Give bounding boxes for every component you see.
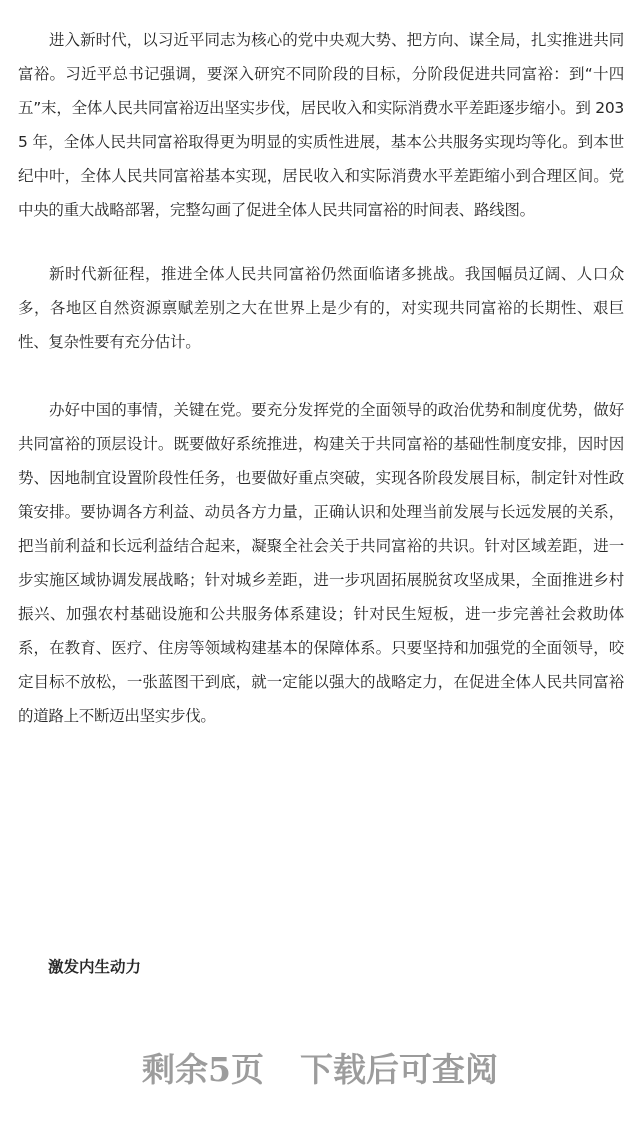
download-to-read-label[interactable]: 下载后可查阅 <box>299 1050 498 1089</box>
section-heading: 激发内生动力 <box>48 958 142 976</box>
paragraph-2: 新时代新征程，推进全体人民共同富裕仍然面临诸多挑战。我国幅员辽阔、人口众多，各地区自然资源禀赋差别之大在世界上是少有的，对实现共同富裕的长期性、艰巨性、复杂性要有充分估计。 <box>18 265 624 351</box>
paragraph-3: 办好中国的事情，关键在党。要充分发挥党的全面领导的政治优势和制度优势，做好共同富裕的顶层设计。既要做好系统推进，构建关于共同富裕的基础性制度安排，因时因势、因地制宜设置阶段性任务，也要做好重点突破，实现各阶段发展目标，制定针对性政策安排。要协调各方利益、动员各方力量，正确认识和处理当前发展与长远发展的关系，把当前利益和长远利益结合起来，凝聚全社会关于共同富裕的共识。针对区域差距，进一步实施区域协调发展战略；针对城乡差距，进一步巩固拓展脱贫攻坚成果，全面推进乡村振兴、加强农村基础设施和公共服务体系建设；针对民生短板，进一步完善社会救助体系，在教育、医疗、住房等领域构建基本的保障体系。只要坚持和加强党的全面领导，咬定目标不放松，一张蓝图干到底，就一定能以强大的战略定力，在促进全体人民共同富裕的道路上不断迈出坚实步伐。 <box>18 401 624 725</box>
article-body <box>18 23 624 767</box>
paragraph-1: 进入新时代，以习近平同志为核心的党中央观大势、把方向、谋全局，扎实推进共同富裕。习近平总书记强调，要深入研究不同阶段的目标，分阶段促进共同富裕：到“十四五”末，全体人民共同富裕迈出坚实步伐，居民收入和实际消费水平差距逐步缩小。到 2035 年，全体人民共同富裕取得更为明显的实质性进展，基本公共服务实现均等化。到本世纪中叶，全体人民共同富裕基本实现，居民收入和实际消费水平差距缩小到合理区间。党中央的重大战略部署，完整勾画了促进全体人民共同富裕的时间表、路线图。 <box>18 31 624 219</box>
remaining-pages-banner[interactable] <box>0 1046 640 1094</box>
remaining-pages-label[interactable]: 剩余5页 <box>142 1050 264 1089</box>
